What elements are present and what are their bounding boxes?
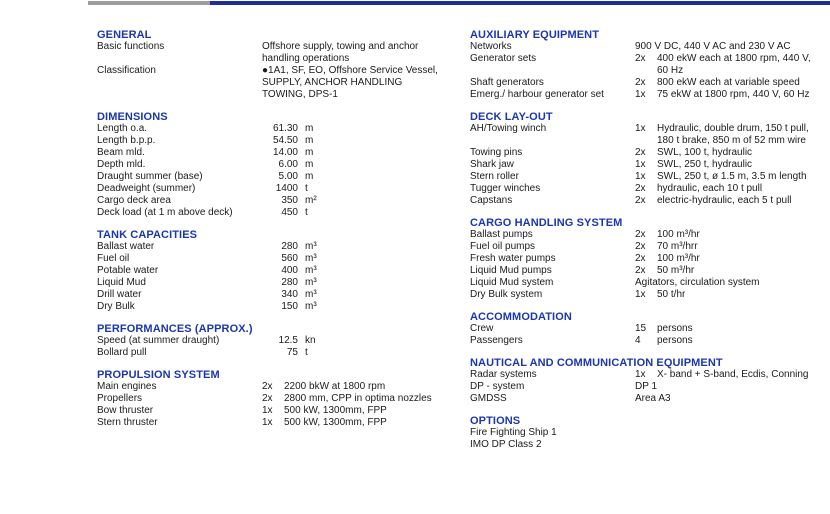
spec-value-line: ●1A1, SF, EO, Offshore Service Vessel, [262, 65, 438, 76]
spec-row [97, 301, 470, 313]
spec-label: Dry Bulk [97, 301, 135, 312]
spec-row [470, 427, 830, 439]
spec-value-number: 5.00 [278, 171, 298, 182]
section-options [470, 415, 830, 451]
spec-row [97, 159, 470, 171]
spec-row [97, 405, 470, 417]
spec-value [657, 183, 762, 195]
spec-row [470, 289, 830, 301]
spec-row [470, 335, 830, 347]
spec-value-number: 280 [281, 277, 298, 288]
spec-value [284, 393, 432, 405]
spec-label: Liquid Mud pumps [470, 265, 552, 276]
spec-value [635, 393, 671, 405]
spec-label: Speed (at summer draught) [97, 335, 220, 346]
spec-label: Potable water [97, 265, 159, 276]
spec-row [97, 335, 470, 347]
spec-label: Passengers [470, 335, 523, 346]
spec-value [657, 77, 800, 89]
spec-value-line: 900 V DC, 440 V AC and 230 V AC [635, 41, 791, 52]
spec-value-number: 280 [281, 241, 298, 252]
spec-row [470, 241, 830, 253]
spec-row [97, 65, 470, 101]
spec-row [470, 53, 830, 77]
spec-value-line: hydraulic, each 10 t pull [657, 183, 763, 194]
spec-label: Draught summer (base) [97, 171, 203, 182]
spec-value-unit: m² [305, 195, 317, 206]
spec-value [657, 123, 809, 147]
spec-label: Tugger winches [470, 183, 541, 194]
spec-row [470, 381, 830, 393]
spec-row [97, 417, 470, 429]
spec-row [470, 159, 830, 171]
spec-quantity: 2x [635, 241, 646, 252]
spec-label: DP - system [470, 381, 525, 392]
spec-value-unit: m [305, 171, 314, 182]
spec-value-number: 400 [281, 265, 298, 276]
spec-value-line: persons [657, 335, 693, 346]
spec-label: Classification [97, 65, 156, 76]
spec-value-unit: t [305, 347, 308, 358]
spec-row [97, 393, 470, 405]
spec-quantity: 2x [635, 77, 646, 88]
spec-value [657, 265, 694, 277]
section-heading: PROPULSION SYSTEM [97, 369, 220, 381]
spec-quantity: 1x [635, 159, 646, 170]
spec-quantity: 2x [635, 183, 646, 194]
spec-value [284, 417, 387, 429]
spec-label: Basic functions [97, 41, 165, 52]
spec-label: Propellers [97, 393, 143, 404]
spec-value-line: Agitators, circulation system [635, 277, 760, 288]
spec-value-line: DP 1 [635, 381, 658, 392]
spec-label: Dry Bulk system [470, 289, 543, 300]
spec-quantity: 1x [262, 405, 273, 416]
spec-quantity: 1x [635, 289, 646, 300]
spec-quantity: 1x [635, 171, 646, 182]
spec-row [97, 253, 470, 265]
spec-row [97, 277, 470, 289]
spec-value [657, 289, 685, 301]
spec-row [97, 135, 470, 147]
spec-quantity: 1x [635, 89, 646, 100]
spec-value-line: SUPPLY, ANCHOR HANDLING [262, 77, 403, 88]
spec-label: Fuel oil [97, 253, 130, 264]
spec-row [470, 183, 830, 195]
spec-value [657, 241, 698, 253]
spec-value [657, 89, 810, 101]
spec-value-line: SWL, 250 t, ø 1.5 m, 3.5 m length [657, 171, 807, 182]
spec-value-number: 340 [281, 289, 298, 300]
spec-label: Ballast water [97, 241, 155, 252]
section-dimensions [97, 111, 470, 219]
spec-row [97, 147, 470, 159]
spec-value-number: 61.30 [272, 123, 298, 134]
spec-label: Ballast pumps [470, 229, 533, 240]
spec-row [97, 123, 470, 135]
spec-value-number: 350 [281, 195, 298, 206]
spec-value [284, 381, 385, 393]
header-bar-gray-segment [88, 1, 210, 5]
spec-value-unit: m [305, 123, 314, 134]
section-cargo-handling-system [470, 217, 830, 301]
spec-value-unit: m³ [305, 289, 317, 300]
spec-value-number: 12.5 [278, 335, 298, 346]
spec-value-number: 75 [286, 347, 298, 358]
section-heading: PERFORMANCES (APPROX.) [97, 323, 253, 335]
spec-value-line: persons [657, 323, 693, 334]
spec-row [97, 41, 470, 65]
spec-value-line: Hydraulic, double drum, 150 t pull, [657, 123, 809, 134]
spec-label: Liquid Mud [97, 277, 146, 288]
spec-row [470, 147, 830, 159]
spec-value [635, 277, 760, 289]
spec-value-line: electric-hydraulic, each 5 t pull [657, 195, 792, 206]
spec-value-line: 75 ekW at 1800 rpm, 440 V, 60 Hz [657, 89, 810, 100]
spec-value-unit: m³ [305, 265, 317, 276]
header-bar-blue-segment [210, 1, 830, 5]
spec-value-line: 50 m³/hr [657, 265, 695, 276]
spec-value-line: 800 ekW each at variable speed [657, 77, 800, 88]
spec-value-unit: m³ [305, 241, 317, 252]
section-heading: TANK CAPACITIES [97, 229, 198, 241]
spec-row [97, 265, 470, 277]
spec-value-line: 70 m³/hrr [657, 241, 698, 252]
spec-row [470, 77, 830, 89]
spec-value-line: 50 t/hr [657, 289, 686, 300]
spec-label: Beam mld. [97, 147, 145, 158]
spec-value-number: 560 [281, 253, 298, 264]
spec-label: Stern thruster [97, 417, 158, 428]
spec-value [262, 41, 418, 65]
spec-row [470, 265, 830, 277]
spec-label: Drill water [97, 289, 142, 300]
spec-row [470, 171, 830, 183]
spec-quantity: 2x [262, 393, 273, 404]
spec-value [262, 65, 438, 101]
spec-label: Capstans [470, 195, 513, 206]
spec-quantity: 2x [635, 229, 646, 240]
spec-quantity: 2x [635, 53, 646, 64]
spec-value-line: handling operations [262, 53, 350, 64]
spec-label: Fire Fighting Ship 1 [470, 427, 557, 438]
spec-label: AH/Towing winch [470, 123, 547, 134]
spec-value [657, 253, 700, 265]
spec-row [470, 323, 830, 335]
spec-value-number: 1400 [275, 183, 298, 194]
spec-label: Length o.a. [97, 123, 148, 134]
section-deck-lay-out [470, 111, 830, 207]
spec-label: Fuel oil pumps [470, 241, 536, 252]
spec-label: Deck load (at 1 m above deck) [97, 207, 233, 218]
spec-value-number: 450 [281, 207, 298, 218]
spec-label: Networks [470, 41, 512, 52]
spec-row [97, 347, 470, 359]
spec-value-line: Offshore supply, towing and anchor [262, 41, 419, 52]
spec-value-number: 150 [281, 301, 298, 312]
spec-row [470, 439, 830, 451]
spec-quantity: 2x [635, 253, 646, 264]
spec-row [97, 381, 470, 393]
spec-label: Length b.p.p. [97, 135, 156, 146]
spec-row [470, 41, 830, 53]
spec-value-line: X- band + S-band, Ecdis, Conning [657, 369, 809, 380]
spec-value-unit: m [305, 159, 314, 170]
spec-label: Radar systems [470, 369, 537, 380]
spec-value [657, 195, 792, 207]
spec-value [657, 229, 700, 241]
spec-value-line: 500 kW, 1300mm, FPP [284, 405, 387, 416]
spec-row [470, 369, 830, 381]
spec-label: Crew [470, 323, 494, 334]
section-heading: ACCOMMODATION [470, 311, 572, 323]
header-bar [0, 1, 830, 5]
spec-label: Bollard pull [97, 347, 147, 358]
spec-value-number: 6.00 [278, 159, 298, 170]
spec-value-line: 2800 mm, CPP in optima nozzles [284, 393, 432, 404]
spec-quantity: 1x [262, 417, 273, 428]
spec-value-unit: m³ [305, 277, 317, 288]
section-heading: NAUTICAL AND COMMUNICATION EQUIPMENT [470, 357, 723, 369]
spec-quantity: 15 [635, 323, 647, 334]
spec-row [97, 183, 470, 195]
spec-value [657, 147, 752, 159]
section-accommodation [470, 311, 830, 347]
spec-row [97, 289, 470, 301]
spec-quantity: 4 [635, 335, 641, 346]
section-heading: GENERAL [97, 29, 152, 41]
spec-value [657, 335, 693, 347]
spec-label: IMO DP Class 2 [470, 439, 542, 450]
spec-quantity: 2x [635, 265, 646, 276]
section-general [97, 29, 470, 101]
spec-row [97, 207, 470, 219]
spec-row [97, 171, 470, 183]
spec-value [657, 171, 807, 183]
spec-label: Stern roller [470, 171, 519, 182]
spec-value-line: SWL, 250 t, hydraulic [657, 159, 753, 170]
spec-columns [97, 29, 830, 451]
spec-value-unit: m [305, 135, 314, 146]
spec-row [470, 195, 830, 207]
spec-value-line: Area A3 [635, 393, 671, 404]
section-nautical-and-communication-equipment [470, 357, 830, 405]
spec-value-line: 100 m³/hr [657, 253, 700, 264]
spec-value-line: TOWING, DPS-1 [262, 89, 338, 100]
spec-value-number: 54.50 [272, 135, 298, 146]
spec-value-number: 14.00 [272, 147, 298, 158]
spec-quantity: 2x [262, 381, 273, 392]
spec-row [97, 195, 470, 207]
spec-value-line: 60 Hz [657, 65, 684, 76]
spec-quantity: 2x [635, 147, 646, 158]
spec-label: Bow thruster [97, 405, 154, 416]
section-tank-capacities [97, 229, 470, 313]
section-heading: DIMENSIONS [97, 111, 168, 123]
spec-quantity: 1x [635, 123, 646, 134]
spec-quantity: 2x [635, 195, 646, 206]
spec-label: GMDSS [470, 393, 507, 404]
section-heading: AUXILIARY EQUIPMENT [470, 29, 600, 41]
spec-label: Shaft generators [470, 77, 544, 88]
spec-value [657, 369, 808, 381]
section-heading: CARGO HANDLING SYSTEM [470, 217, 623, 229]
spec-row [470, 89, 830, 101]
spec-value-line: 500 kW, 1300mm, FPP [284, 417, 387, 428]
spec-row [470, 229, 830, 241]
spec-value-unit: m³ [305, 301, 317, 312]
spec-row [470, 393, 830, 405]
spec-value-unit: t [305, 207, 308, 218]
spec-value-unit: m [305, 147, 314, 158]
spec-value [657, 53, 811, 77]
spec-value [635, 381, 657, 393]
spec-value-unit: kn [305, 335, 316, 346]
spec-label: Cargo deck area [97, 195, 171, 206]
spec-label: Deadweight (summer) [97, 183, 196, 194]
left-column [97, 29, 470, 429]
section-auxiliary-equipment [470, 29, 830, 101]
spec-label: Emerg./ harbour generator set [470, 89, 604, 100]
spec-value [635, 41, 791, 53]
spec-value [284, 405, 387, 417]
spec-value-line: SWL, 100 t, hydraulic [657, 147, 753, 158]
section-propulsion-system [97, 369, 470, 429]
section-heading: DECK LAY-OUT [470, 111, 553, 123]
spec-label: Depth mld. [97, 159, 146, 170]
spec-label: Generator sets [470, 53, 537, 64]
spec-row [470, 123, 830, 147]
spec-row [97, 241, 470, 253]
spec-row [470, 253, 830, 265]
spec-label: Shark jaw [470, 159, 514, 170]
spec-row [470, 277, 830, 289]
spec-label: Main engines [97, 381, 157, 392]
right-column [470, 29, 830, 451]
spec-label: Towing pins [470, 147, 523, 158]
spec-value-line: 2200 bkW at 1800 rpm [284, 381, 386, 392]
spec-label: Liquid Mud system [470, 277, 554, 288]
spec-value-unit: m³ [305, 253, 317, 264]
spec-value [657, 159, 752, 171]
spec-value-line: 100 m³/hr [657, 229, 700, 240]
spec-quantity: 1x [635, 369, 646, 380]
spec-value-line: 400 ekW each at 1800 rpm, 440 V, [657, 53, 811, 64]
spec-value-unit: t [305, 183, 308, 194]
spec-label: Fresh water pumps [470, 253, 556, 264]
spec-value [657, 323, 693, 335]
section-performances-approx [97, 323, 470, 359]
spec-value-line: 180 t brake, 850 m of 52 mm wire [657, 135, 806, 146]
section-heading: OPTIONS [470, 415, 521, 427]
